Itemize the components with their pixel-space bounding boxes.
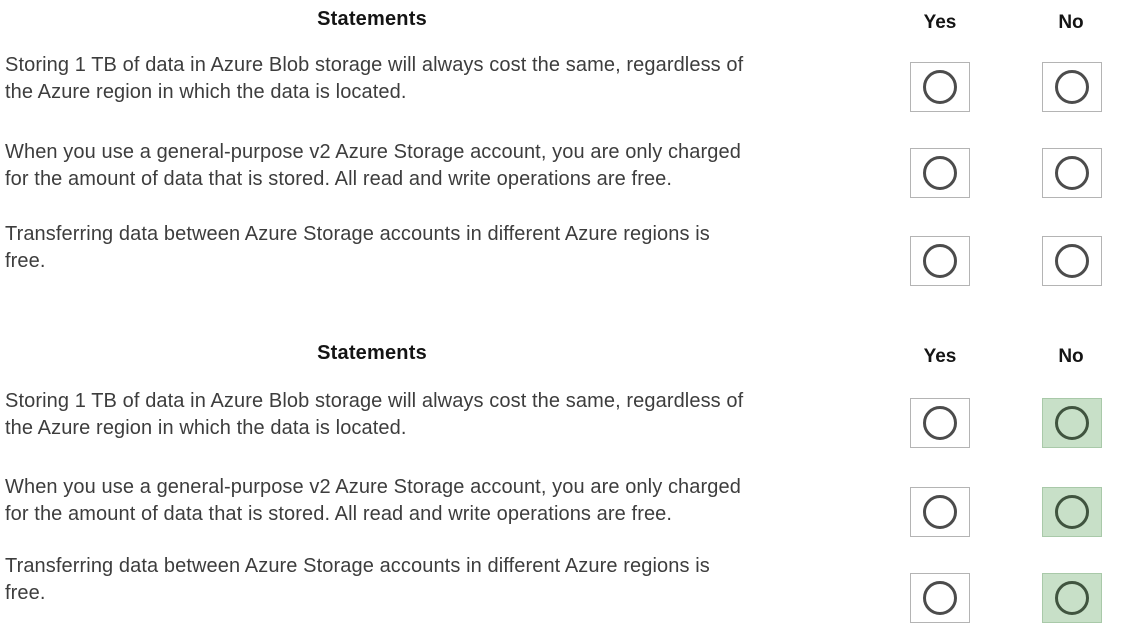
yes-radio[interactable]	[910, 148, 970, 198]
yes-radio[interactable]	[910, 487, 970, 537]
table-row	[0, 221, 1121, 291]
radio-circle-icon	[923, 244, 957, 278]
statement-line: Transferring data between Azure Storage accounts in different Azure regions is	[5, 555, 710, 577]
statement-line: Transferring data between Azure Storage accounts in different Azure regions is	[5, 223, 710, 245]
statements-column-header: Statements	[317, 8, 427, 30]
no-column-header: No	[1058, 12, 1084, 33]
radio-circle-icon	[1055, 70, 1089, 104]
statement-line: the Azure region in which the data is located.	[5, 81, 407, 103]
statement-line: for the amount of data that is stored. All read and write operations are free.	[5, 503, 673, 525]
no-radio[interactable]	[1042, 487, 1102, 537]
no-radio[interactable]	[1042, 62, 1102, 112]
radio-circle-icon	[923, 581, 957, 615]
no-radio[interactable]	[1042, 148, 1102, 198]
radio-circle-icon	[1055, 244, 1089, 278]
radio-circle-icon	[1055, 156, 1089, 190]
table-row	[0, 139, 1121, 203]
yes-radio[interactable]	[910, 236, 970, 286]
statement-line: Storing 1 TB of data in Azure Blob storage will always cost the same, regardless of	[5, 54, 744, 76]
no-column-header: No	[1058, 346, 1084, 367]
statement-line: for the amount of data that is stored. All read and write operations are free.	[5, 168, 673, 190]
statement-text	[5, 139, 885, 193]
radio-circle-icon	[1055, 406, 1089, 440]
table-row	[0, 388, 1121, 454]
table-row	[0, 52, 1121, 118]
yes-column-header: Yes	[923, 12, 957, 33]
no-radio[interactable]	[1042, 236, 1102, 286]
yes-radio[interactable]	[910, 398, 970, 448]
no-radio[interactable]	[1042, 573, 1102, 623]
statement-text	[5, 388, 885, 442]
statement-line: When you use a general-purpose v2 Azure Storage account, you are only charged	[5, 141, 741, 163]
radio-circle-icon	[923, 406, 957, 440]
table-row	[0, 553, 1121, 627]
yes-radio[interactable]	[910, 62, 970, 112]
statement-line: the Azure region in which the data is located.	[5, 417, 407, 439]
statement-line: Storing 1 TB of data in Azure Blob storage will always cost the same, regardless of	[5, 390, 744, 412]
statements-column-header: Statements	[317, 342, 427, 364]
radio-circle-icon	[923, 156, 957, 190]
statement-line: free.	[5, 582, 46, 604]
statement-line: When you use a general-purpose v2 Azure Storage account, you are only charged	[5, 476, 741, 498]
yes-column-header: Yes	[923, 346, 957, 367]
statement-line: free.	[5, 250, 46, 272]
radio-circle-icon	[923, 70, 957, 104]
statement-text	[5, 221, 885, 275]
statement-text	[5, 553, 885, 607]
no-radio[interactable]	[1042, 398, 1102, 448]
radio-circle-icon	[1055, 581, 1089, 615]
radio-circle-icon	[923, 495, 957, 529]
radio-circle-icon	[1055, 495, 1089, 529]
yes-radio[interactable]	[910, 573, 970, 623]
statement-text	[5, 474, 885, 528]
statement-text	[5, 52, 885, 106]
table-row	[0, 474, 1121, 540]
